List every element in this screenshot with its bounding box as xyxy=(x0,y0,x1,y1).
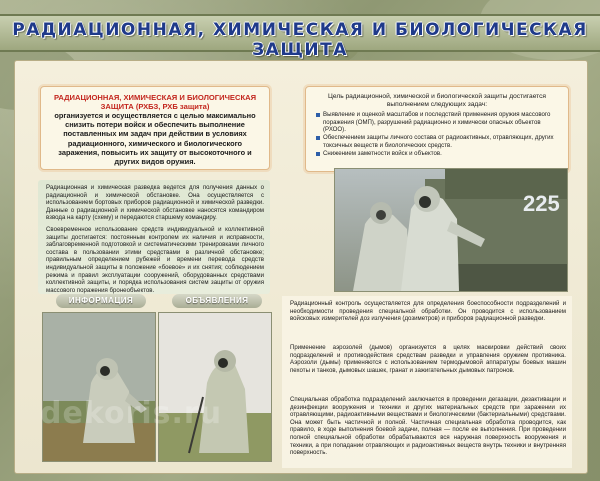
soldier-photo-right xyxy=(158,312,272,462)
protection-text: Своевременное использование средств индивидуальной и коллективной защиты достигается: постоянным контролем их наличия и исправности, заблаговременной подготовкой и систематическими тренировками личного состава в пользовании этими средствами в различной обстановке; правильным определением рубежей и времени перевода средств индивидуальной защиты в положение «боевое» и их снятия; соблюдением режима и правил эксплуатации сооружений, оборудованных средствами коллективной защиты, и порядка использования систем защиты от оружия массового поражения бронеобъектов. xyxy=(46,226,264,294)
ads-tag: ОБЪЯВЛЕНИЯ xyxy=(172,294,262,308)
goals-item: Снижением заметности войск и объектов. xyxy=(316,150,562,158)
soldier-photo-left-image xyxy=(43,313,155,461)
goals-item: Выявление и оценкой масштабов и последствий применения оружия массового поражения (ОМП), разрушений радиационно и химически опасных объектов (РХОО). xyxy=(316,111,562,134)
recon-text: Радиационная и химическая разведка ведется для получения данных о радиационной и химической обстановке. Она осуществляется с использованием бортовых приборов радиационной и химической разведки. Данные о радиационной и химической обстановке наносятся командиром взвода на карту (схему) и передаются старшему командиру. xyxy=(46,184,264,222)
tank-number: 225 xyxy=(523,191,560,216)
poster-title: РАДИАЦИОННАЯ, ХИМИЧЕСКАЯ И БИОЛОГИЧЕСКАЯ ЗАЩИТА xyxy=(12,20,588,60)
goals-item: Обеспечением защиты личного состава от радиоактивных, отравляющих, других токсичных веществ и биологических средств. xyxy=(316,134,562,149)
info-tag: ИНФОРМАЦИЯ xyxy=(56,294,146,308)
aerosol-text: Применение аэрозолей (дымов) организуется в целях маскировки действий своих подразделений и противодействия средствам разведки и управления оружием противника. Аэрозоли (дымы) применяются с использованием термодымовой аппаратуры боевых машин пехоты и танков, дымовых шашек, гранат и зажигательных дымовых патронов. xyxy=(290,344,566,374)
rad-control-text: Радиационный контроль осуществляется для определения боеспособности подразделений и необходимости проведения специальной обработки. Он проводится с использованием войсковых измерителей доз излучения (дозиметров) и приборов радиационной разведки. xyxy=(290,300,566,323)
tank-photo xyxy=(334,168,568,292)
goals-list xyxy=(316,111,562,158)
special-treatment-text: Специальная обработка подразделений заключается в проведении дегазации, дезактивации и дезинфекции вооружения и техники и других материальных средств при заражении их отравляющими, радиоактивными веществами и биологическими (бактериальными) средствами. Она может быть частичной и полной. Частичная специальная обработка проводится, как правило, в ходе выполнения боевой задачи, полная — после ее выполнения. При проведении полной специальной обработки обрабатываются вся наружная поверхность вооружения и техники, а при попадании отравляющих и радиоактивных веществ внутрь техники и внутренняя поверхность. xyxy=(290,396,566,457)
intro-body: организуется и осуществляется с целью максимально снизить потери войск и обеспечить выполнение поставленных им задач при действии в условиях радиационного, химического и биологического заражения, повысить их защиту от высокоточного и других видов оружия. xyxy=(54,111,256,167)
tank-photo-image xyxy=(335,169,567,291)
goals-card xyxy=(305,86,569,172)
intro-card xyxy=(40,86,270,170)
watermark: dekoris.ru xyxy=(40,396,223,431)
goals-heading: Цель радиационной, химической и биологической защиты достигается выполнением следующих задач: xyxy=(328,93,546,108)
soldier-photo-left xyxy=(42,312,156,462)
intro-heading: РАДИАЦИОННАЯ, ХИМИЧЕСКАЯ И БИОЛОГИЧЕСКАЯ ЗАЩИТА (РХБЗ, РХБ защита) xyxy=(53,93,257,111)
soldier-photo-right-image xyxy=(159,313,271,461)
